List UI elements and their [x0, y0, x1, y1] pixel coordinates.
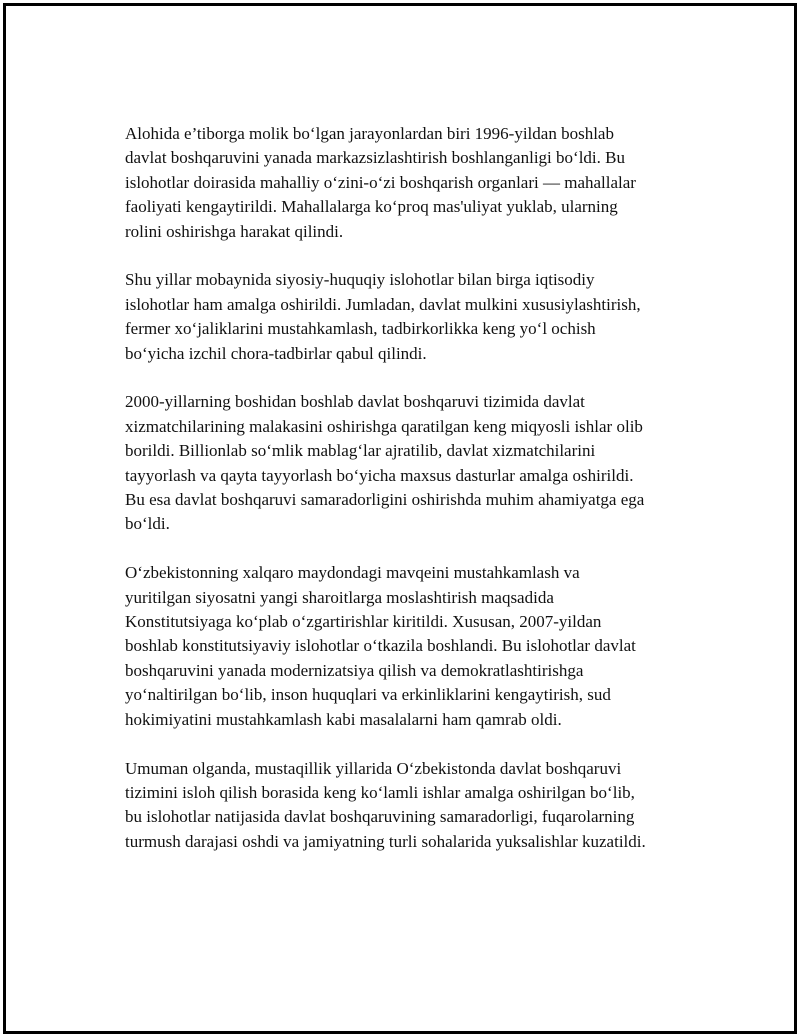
paragraph-5: Umuman olganda, mustaqillik yillarida O‘zbekistonda davlat boshqaruvi tizimini isloh qilish borasida keng ko‘lamli ishlar amalga oshirilgan bo‘lib, bu islohotlar natijasida davlat boshqaruvining samaradorligi, fuqarolarning turmush darajasi oshdi va jamiyatning turli sohalarida yuksalishlar kuzatildi.: [125, 758, 646, 851]
paragraph-3: 2000-yillarning boshidan boshlab davlat boshqaruvi tizimida davlat xizmatchilarining malakasini oshirishga qaratilgan keng miqyosli ishlar olib borildi. Billionlab so‘mlik mablag‘lar ajratilib, davlat xizmatchilarini tayyorlash va qayta tayyorlash bo‘yicha maxsus dasturlar amalga oshirildi. Bu esa davlat boshqaruvi samaradorligini oshirishda muhim ahamiyatga ega bo‘ldi.: [125, 392, 645, 534]
paragraph-4: O‘zbekistonning xalqaro maydondagi mavqeini mustahkamlash va yuritilgan siyosatni yangi sharoitlarga moslashtirish maqsadida Konstitutsiyaga ko‘plab o‘zgartirishlar kiritildi. Xususan, 2007-yildan boshlab konstitutsiyaviy islohotlar o‘tkazila boshlandi. Bu islohotlar davlat boshqaruvini yanada modernizatsiya qilish va demokratlashtirishga yo‘naltirilgan bo‘lib, inson huquqlari va erkinliklarini kengaytirish, sud hokimiyatini mustahkamlash kabi masalalarni ham qamrab oldi.: [125, 563, 636, 729]
document-body: [125, 122, 705, 879]
paragraph-1: Alohida e’tiborga molik bo‘lgan jarayonlardan biri 1996-yildan boshlab davlat boshqaruvini yanada markazsizlashtirish boshlanganligi bo‘ldi. Bu islohotlar doirasida mahalliy o‘zini-o‘zi boshqarish organlari — mahallalar faoliyati kengaytirildi. Mahallalarga ko‘proq mas'uliyat yuklab, ularning rolini oshirishga harakat qilindi.: [125, 124, 636, 241]
paragraph-2: Shu yillar mobaynida siyosiy-huquqiy islohotlar bilan birga iqtisodiy islohotlar ham amalga oshirildi. Jumladan, davlat mulkini xususiylashtirish, fermer xo‘jaliklarini mustahkamlash, tadbirkorlikka keng yo‘l ochish bo‘yicha izchil chora-tadbirlar qabul qilindi.: [125, 270, 641, 363]
page-border: [3, 3, 797, 1034]
